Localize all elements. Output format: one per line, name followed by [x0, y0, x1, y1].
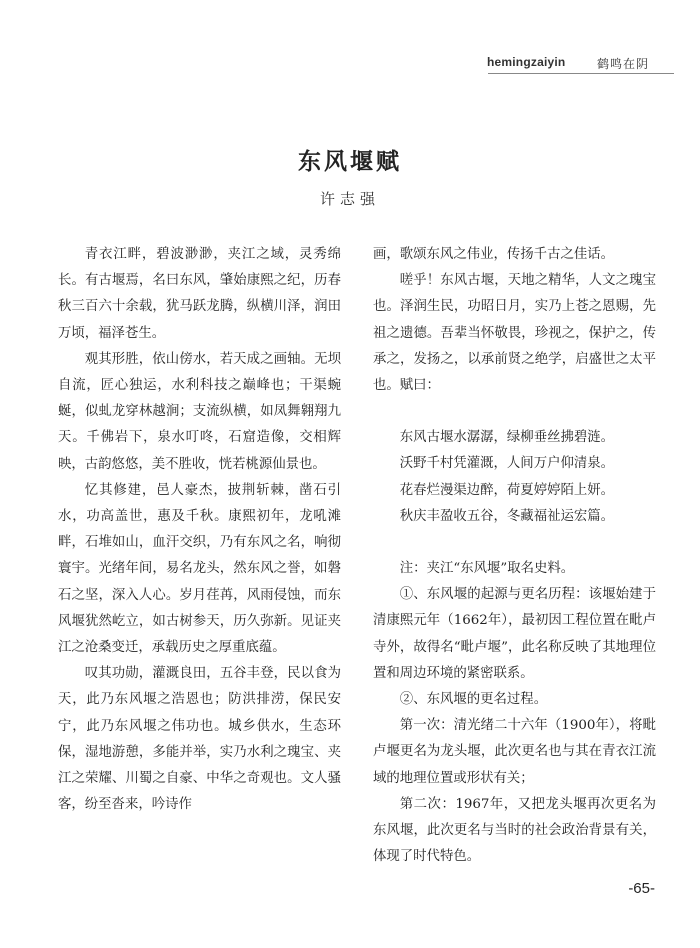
poem-line: 沃野千村凭灌溉，人间万户仰清泉。 [399, 456, 615, 472]
note-paragraph: ①、东风堰的起源与更名历程：该堰始建于清康熙元年（1662年），最初因工程位置在毗卢寺外，故得名“毗卢堰”，此名称反映了其地理位置和周边环境的紧密联系。 [373, 587, 656, 681]
note-heading: 注：夹江“东风堰”取名史料。 [399, 561, 575, 577]
header-column-name: 鹤鸣在阴 [597, 57, 650, 71]
left-column [58, 242, 341, 818]
paragraph: 叹其功勋，灌溉良田，五谷丰登，民以食为天，此乃东风堰之浩恩也；防洪排涝，保民安宁，此乃东风堰之伟功也。城乡供水，生态环保，湿地游憩，多能并举，实乃水利之瑰宝、夹江之荣耀、川蜀之自豪、中华之奇观也。文人骚客，纷至沓来，吟诗作 [58, 666, 341, 813]
note-paragraph: 第二次：1967年，又把龙头堰再次更名为东风堰，此次更名与当时的社会政治背景有关，体现了时代特色。 [373, 796, 656, 865]
article-author: 许志强 [319, 190, 380, 208]
poem [373, 425, 656, 530]
paragraph: 嗟乎！东风古堰，天地之精华，人文之瑰宝也。泽润生民，功昭日月，实乃上苍之恩赐，先祖之遗德。吾辈当怀敬畏，珍视之，保护之，传承之，发扬之，以承前贤之绝学，启盛世之太平也。赋曰： [373, 273, 656, 394]
right-column [373, 242, 656, 870]
poem-line: 秋庆丰盈收五谷，冬藏福祉运宏篇。 [399, 508, 615, 524]
paragraph: 观其形胜，依山傍水，若天成之画轴。无坝自流，匠心独运，水利科技之巅峰也；干渠蜿蜒，似虬龙穿林越涧；支流纵横，如凤舞翱翔九天。千佛岩下，泉水叮咚，石窟造像，交相辉映，古韵悠悠，美不胜收，恍若桃源仙景也。 [58, 351, 341, 472]
note-paragraph: 第一次：清光绪二十六年（1900年），将毗卢堰更名为龙头堰，此次更名也与其在青衣江流域的地理位置或形状有关； [373, 718, 656, 786]
header-rule [488, 73, 674, 74]
article-title: 东风堰赋 [298, 148, 402, 175]
poem-line: 花春烂漫渠边醉，荷夏婷婷陌上妍。 [399, 482, 615, 498]
page-number: -65- [628, 880, 655, 897]
spacer [373, 530, 656, 556]
paragraph-continuation: 画，歌颂东风之伟业，传扬千古之佳话。 [373, 247, 615, 262]
spacer [373, 399, 656, 425]
note-paragraph: ②、东风堰的更名过程。 [399, 692, 548, 708]
paragraph: 青衣江畔，碧波渺渺，夹江之域，灵秀绵长。有古堰焉，名曰东风，肇始康熙之纪，历春秋三百六十余载，犹马跃龙腾，纵横川泽，润田万顷，福泽苍生。 [58, 247, 341, 341]
paragraph: 忆其修建，邑人豪杰，披荆斩棘，凿石引水，功高盖世，惠及千秋。康熙初年，龙吼滩畔，石堆如山，血汗交织，乃有东风之名，响彻寰宇。光绪年间，易名龙头，然东风之誉，如磐石之坚，深入人心。岁月荏苒，风雨侵蚀，而东风堰犹然屹立，如古树参天，历久弥新。见证夹江之沧桑变迁，承载历史之厚重底蕴。 [58, 482, 341, 656]
poem-line: 东风古堰水潺潺，绿柳垂丝拂碧涟。 [399, 430, 615, 446]
header-pinyin: hemingzaiyin [487, 55, 566, 69]
